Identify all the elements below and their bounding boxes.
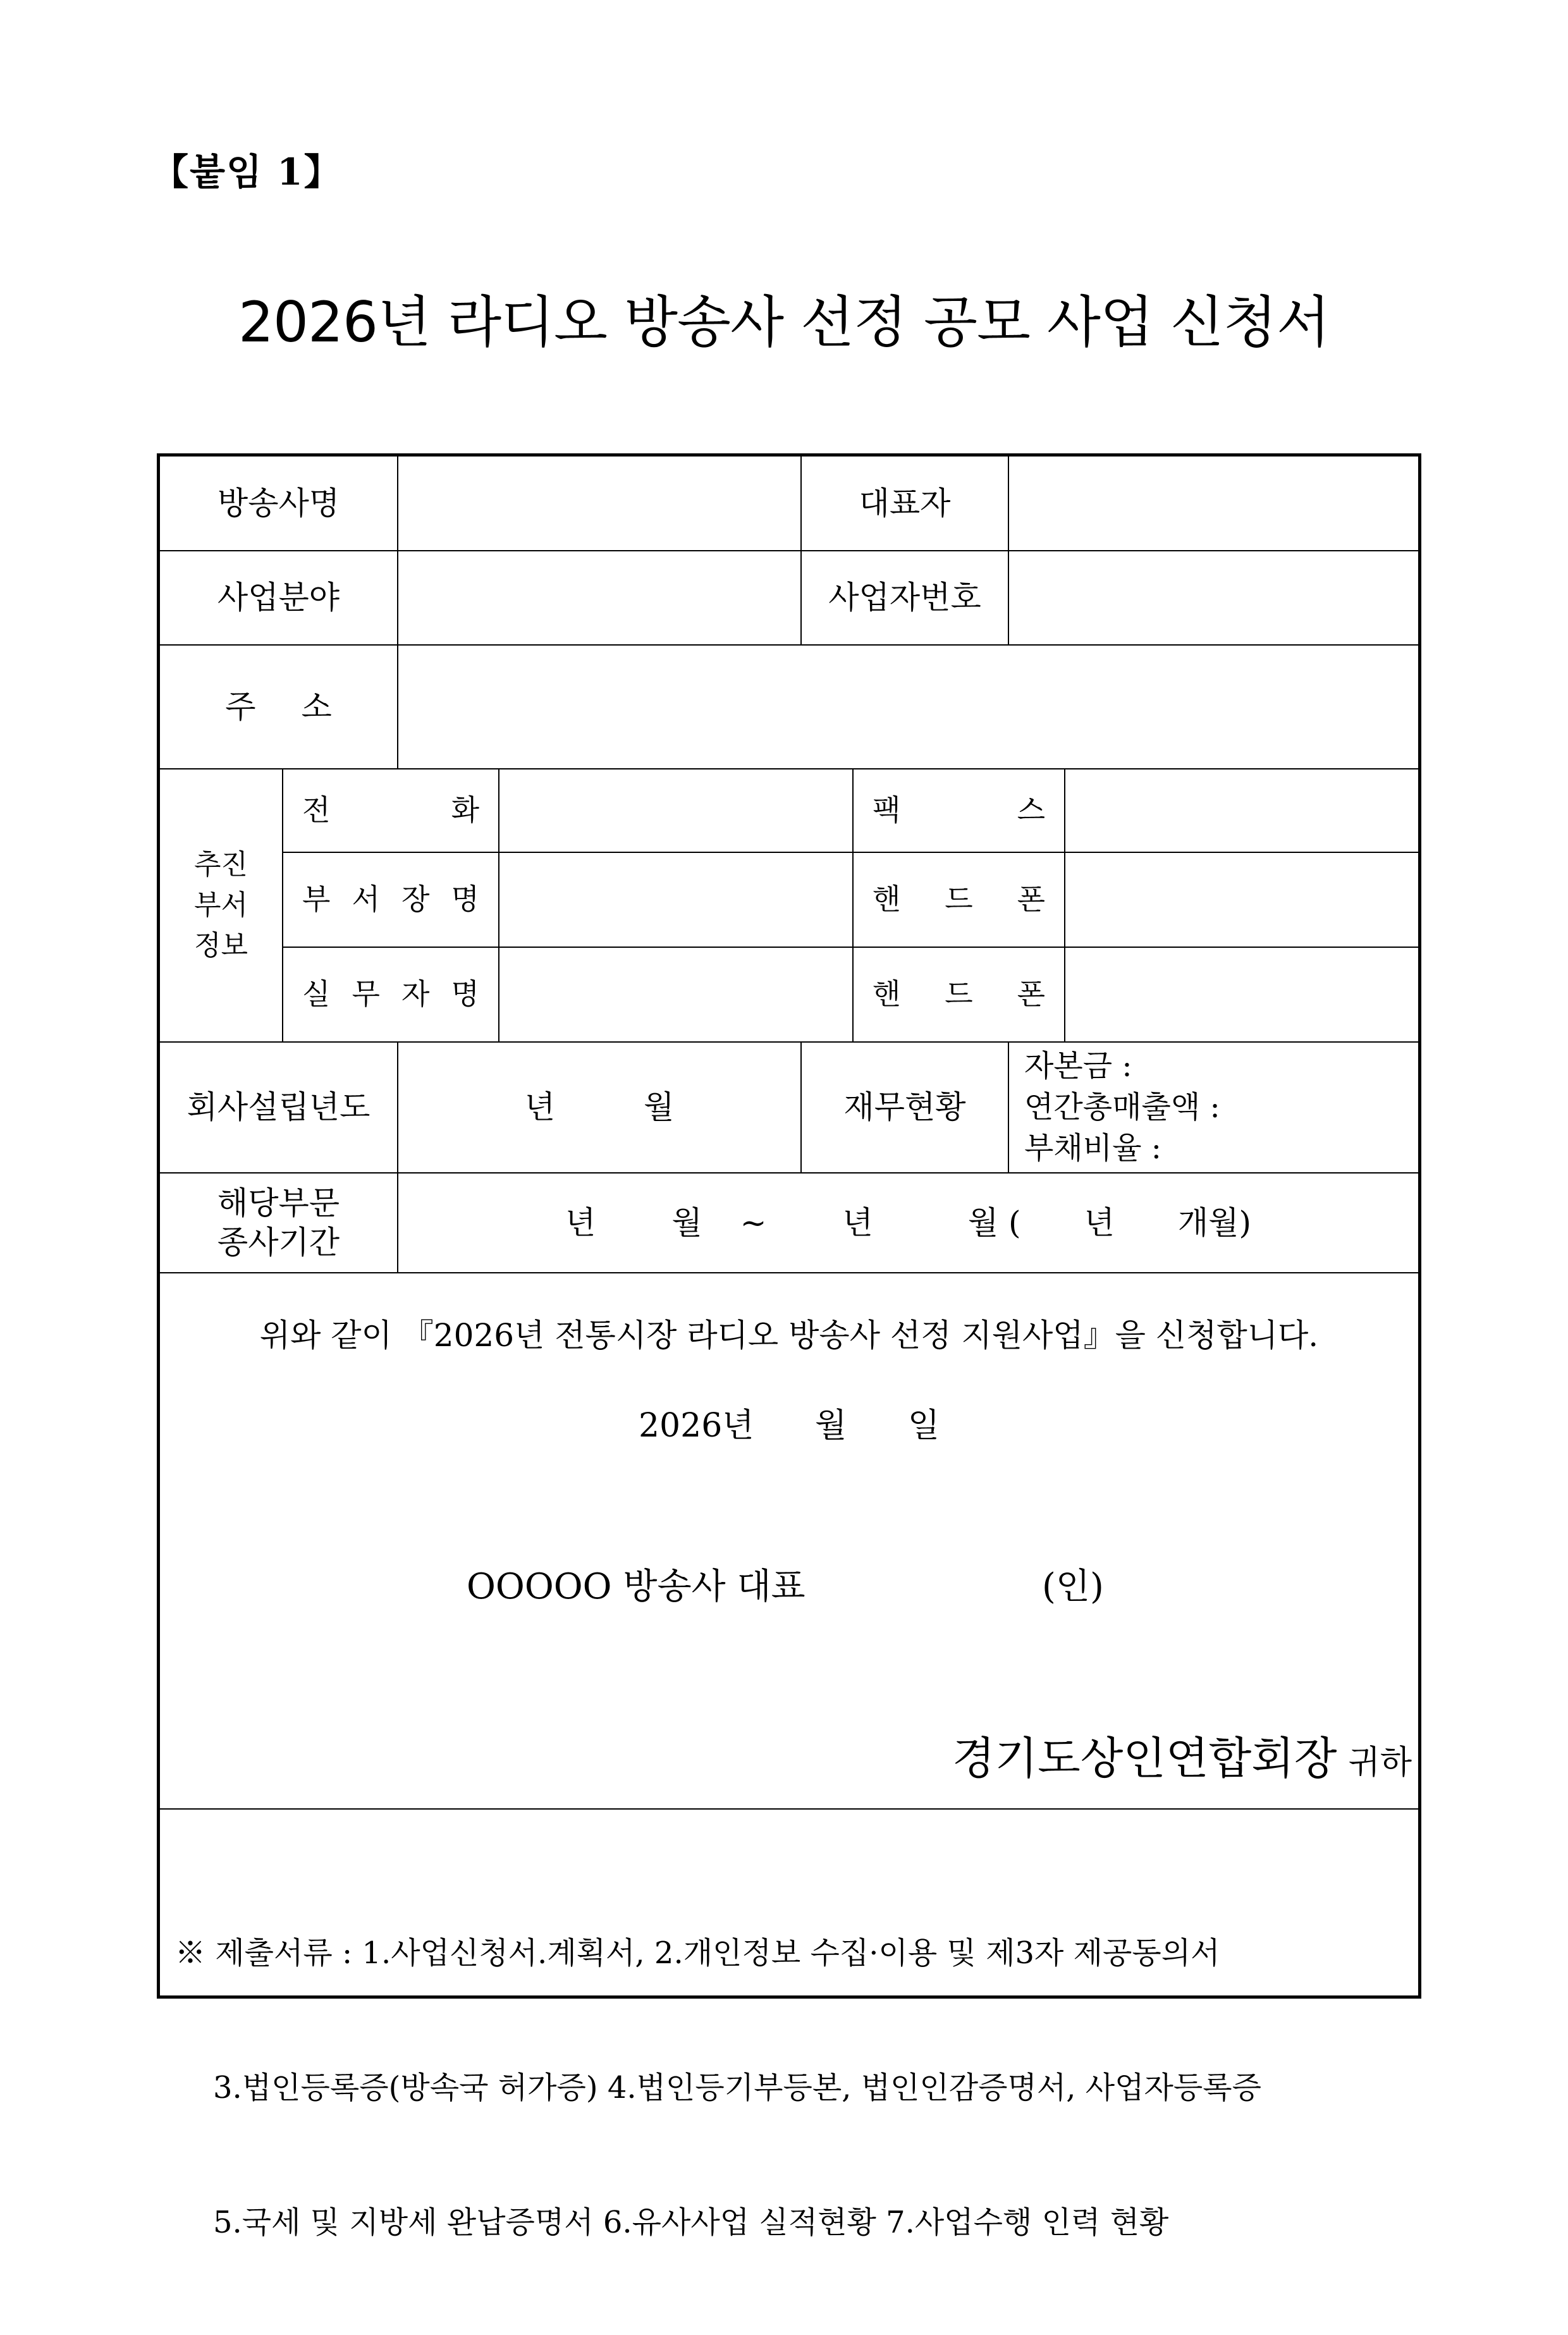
date-year: 2026년 xyxy=(638,1407,754,1445)
mobile-label-2 xyxy=(854,948,1064,1041)
dept-group-label-line: 추진 xyxy=(193,849,248,881)
addressee xyxy=(952,1723,1412,1787)
application-form xyxy=(157,453,1421,2241)
dept-head-label-char: 부 xyxy=(302,882,331,917)
founded-field[interactable] xyxy=(398,1043,800,1172)
documents-line: 5.국세 및 지방세 완납증명서 6.유사사업 실적현황 7.사업수행 인력 현황 xyxy=(213,2205,1169,2241)
mobile-label-char: 핸 xyxy=(873,977,901,1012)
date-month: 월 xyxy=(815,1407,847,1445)
staff-name-label-char: 명 xyxy=(451,977,479,1012)
business-number-field[interactable] xyxy=(1009,551,1418,644)
dept-group-label xyxy=(160,769,282,1041)
dept-head-label-char: 장 xyxy=(401,882,430,917)
page-title: 2026년 라디오 방송사 선정 공모 사업 신청서 xyxy=(238,290,1330,355)
addressee-name: 경기도상인연합회장 xyxy=(952,1732,1337,1784)
period-label-line: 해당부문 xyxy=(217,1184,340,1222)
required-documents xyxy=(175,1841,1261,2335)
staff-name-field[interactable] xyxy=(499,948,852,1041)
period-unit: 년 xyxy=(565,1204,596,1241)
address-label xyxy=(160,646,397,768)
period-unit: 월 xyxy=(671,1204,702,1241)
dept-head-mobile-field[interactable] xyxy=(1065,853,1418,947)
mobile-label-char: 폰 xyxy=(1017,977,1045,1012)
address-field[interactable] xyxy=(398,646,1418,768)
period-label xyxy=(160,1174,397,1272)
address-label-char: 주 xyxy=(225,688,256,725)
period-unit: 월 ( xyxy=(967,1204,1021,1241)
finance-label: 재무현황 xyxy=(843,1089,966,1125)
phone-label-char: 화 xyxy=(451,793,479,828)
dept-head-label-char: 명 xyxy=(451,882,479,917)
mobile-label-char: 드 xyxy=(945,977,973,1012)
mobile-label-1 xyxy=(854,853,1064,947)
business-field-field[interactable] xyxy=(398,551,800,644)
staff-mobile-field[interactable] xyxy=(1065,948,1418,1041)
phone-label xyxy=(283,769,498,852)
business-number-label: 사업자번호 xyxy=(828,579,981,616)
staff-name-label-char: 무 xyxy=(352,977,380,1012)
period-unit: 년 xyxy=(842,1204,873,1241)
dept-head-field[interactable] xyxy=(499,853,852,947)
staff-name-label xyxy=(283,948,498,1041)
fax-label-char: 팩 xyxy=(873,793,901,828)
declaration-date xyxy=(160,1399,1418,1446)
staff-name-label-char: 자 xyxy=(401,977,430,1012)
documents-line: ※ 제출서류 : 1.사업신청서.계획서, 2.개인정보 수집·이용 및 제3자 제공동의서 xyxy=(175,1935,1220,1971)
row-divider xyxy=(160,1272,1418,1273)
dept-group-label-line: 정보 xyxy=(193,929,248,962)
debt-ratio-line: 부채비율 : xyxy=(1024,1130,1161,1166)
seal-mark: (인) xyxy=(1042,1566,1104,1607)
period-label-line: 종사기간 xyxy=(217,1224,340,1261)
dept-group-label-line: 부서 xyxy=(193,889,248,922)
phone-label-char: 전 xyxy=(302,793,331,828)
address-label-char: 소 xyxy=(301,688,332,725)
documents-line: 3.법인등록증(방속국 허가증) 4.법인등기부등본, 법인인감증명서, 사업자등록증 xyxy=(213,2070,1262,2106)
declaration-statement: 위와 같이 『2026년 전통시장 라디오 방송사 선정 지원사업』을 신청합니다. xyxy=(259,1317,1319,1354)
phone-field[interactable] xyxy=(499,769,852,852)
representative-field[interactable] xyxy=(1009,457,1418,550)
date-day: 일 xyxy=(907,1407,940,1445)
staff-name-label-char: 실 xyxy=(302,977,331,1012)
fax-label-char: 스 xyxy=(1017,793,1045,828)
mobile-label-char: 핸 xyxy=(873,882,901,917)
founded-year-unit: 년 xyxy=(524,1089,555,1125)
period-field[interactable] xyxy=(398,1174,1418,1272)
capital-line: 자본금 : xyxy=(1024,1048,1132,1084)
finance-field[interactable] xyxy=(1009,1043,1418,1172)
broadcaster-name-label: 방송사명 xyxy=(217,484,340,522)
addressee-suffix: 귀하 xyxy=(1348,1744,1412,1782)
period-unit: 개월) xyxy=(1177,1204,1251,1241)
dept-head-label xyxy=(283,853,498,947)
founded-label: 회사설립년도 xyxy=(187,1089,371,1125)
attachment-label: 【붙임 1】 xyxy=(152,150,342,193)
founded-month-unit: 월 xyxy=(644,1089,675,1125)
mobile-label-char: 폰 xyxy=(1017,882,1045,917)
fax-field[interactable] xyxy=(1065,769,1418,852)
period-tilde: ~ xyxy=(740,1204,767,1241)
period-unit: 년 xyxy=(1084,1204,1115,1241)
fax-label xyxy=(854,769,1064,852)
business-field-label: 사업분야 xyxy=(217,579,340,616)
broadcaster-name-field[interactable] xyxy=(398,457,800,550)
annual-sales-line: 연간총매출액 : xyxy=(1024,1089,1220,1125)
dept-head-label-char: 서 xyxy=(352,882,380,917)
mobile-label-char: 드 xyxy=(945,882,973,917)
representative-label: 대표자 xyxy=(859,484,951,522)
row-divider xyxy=(160,1808,1418,1810)
signer-name: OOOOO 방송사 대표 xyxy=(467,1566,805,1607)
